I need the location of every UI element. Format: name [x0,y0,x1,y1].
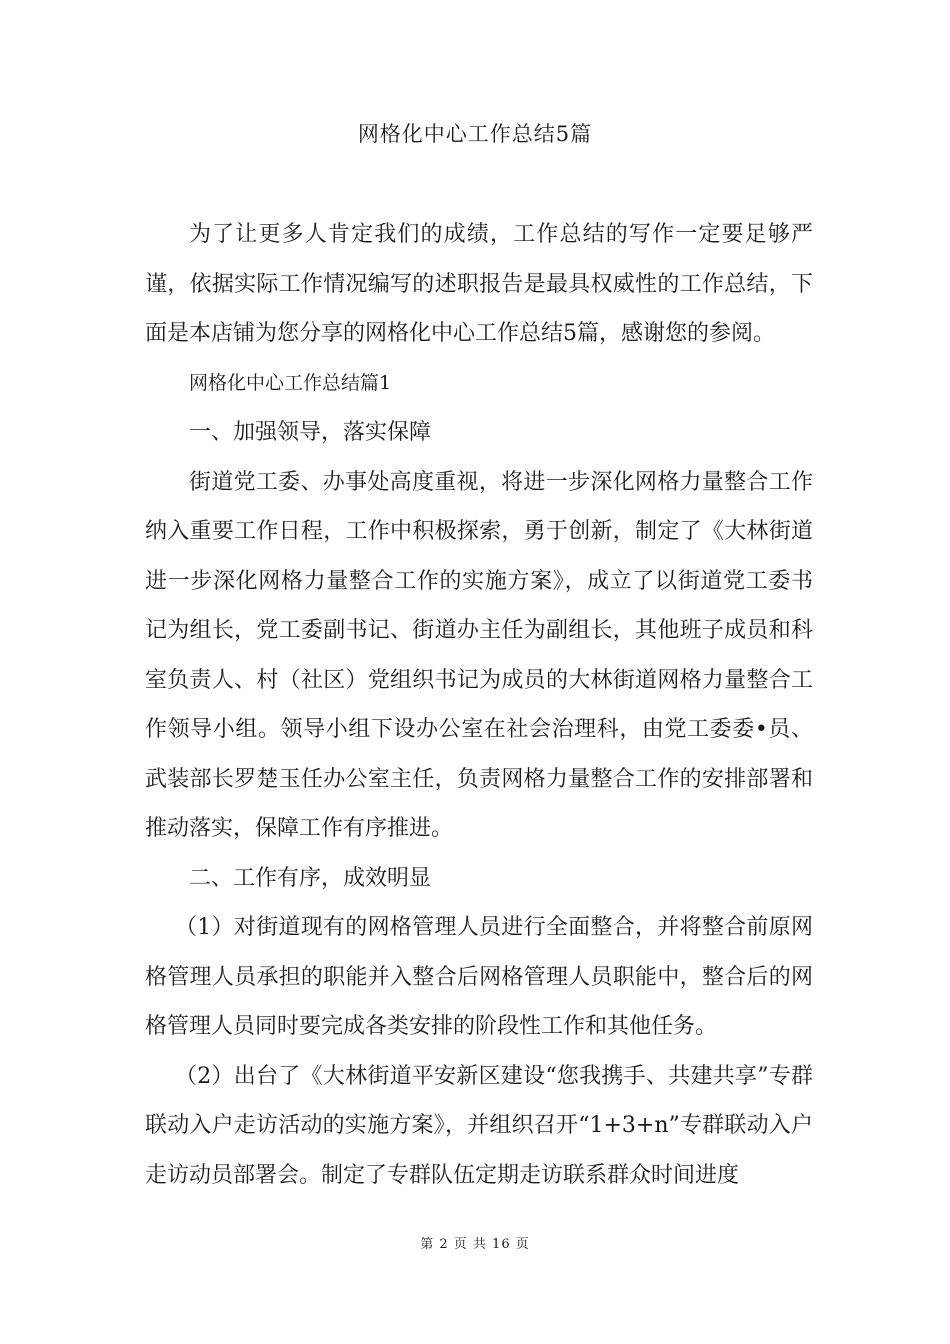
document-body [145,210,813,1200]
body-paragraph: （2）出台了《大林街道平安新区建设“您我携手、共建共享”专群联动入户走访活动的实施方案》，并组织召开“1+3+n”专群联动入户走访动员部署会。制定了专群队伍定期走访联系群众时间进度 [145,1063,813,1188]
heading-2: 二、工作有序，成效明显 [189,865,432,891]
document-title: 网格化中心工作总结5篇 [357,122,593,146]
body-paragraph: 街道党工委、办事处高度重视，将进一步深化网格力量整合工作纳入重要工作日程，工作中积极探索，勇于创新，制定了《大林街道进一步深化网格力量整合工作的实施方案》，成立了以街道党工委书记为组长，党工委副书记、街道办主任为副组长，其他班子成员和科室负责人、村（社区）党组织书记为成员的大林街道网格力量整合工作领导小组。领导小组下设办公室在社会治理科，由党工委委•员、武装部长罗楚玉任办公室主任，负责网格力量整合工作的安排部署和推动落实，保障工作有序推进。 [145,469,813,841]
intro-paragraph: 为了让更多人肯定我们的成绩，工作总结的写作一定要足够严谨，依据实际工作情况编写的述职报告是最具权威性的工作总结，下面是本店铺为您分享的网格化中心工作总结5篇，感谢您的参阅。 [145,222,813,346]
page-footer: 第 2 页 共 16 页 [420,1237,530,1252]
heading-1: 一、加强领导，落实保障 [189,420,432,445]
section-title: 网格化中心工作总结篇1 [189,371,392,394]
body-paragraph: （1）对街道现有的网格管理人员进行全面整合，并将整合前原网格管理人员承担的职能并入整合后网格管理人员职能中，整合后的网格管理人员同时要完成各类安排的阶段性工作和其他任务。 [145,915,813,1039]
